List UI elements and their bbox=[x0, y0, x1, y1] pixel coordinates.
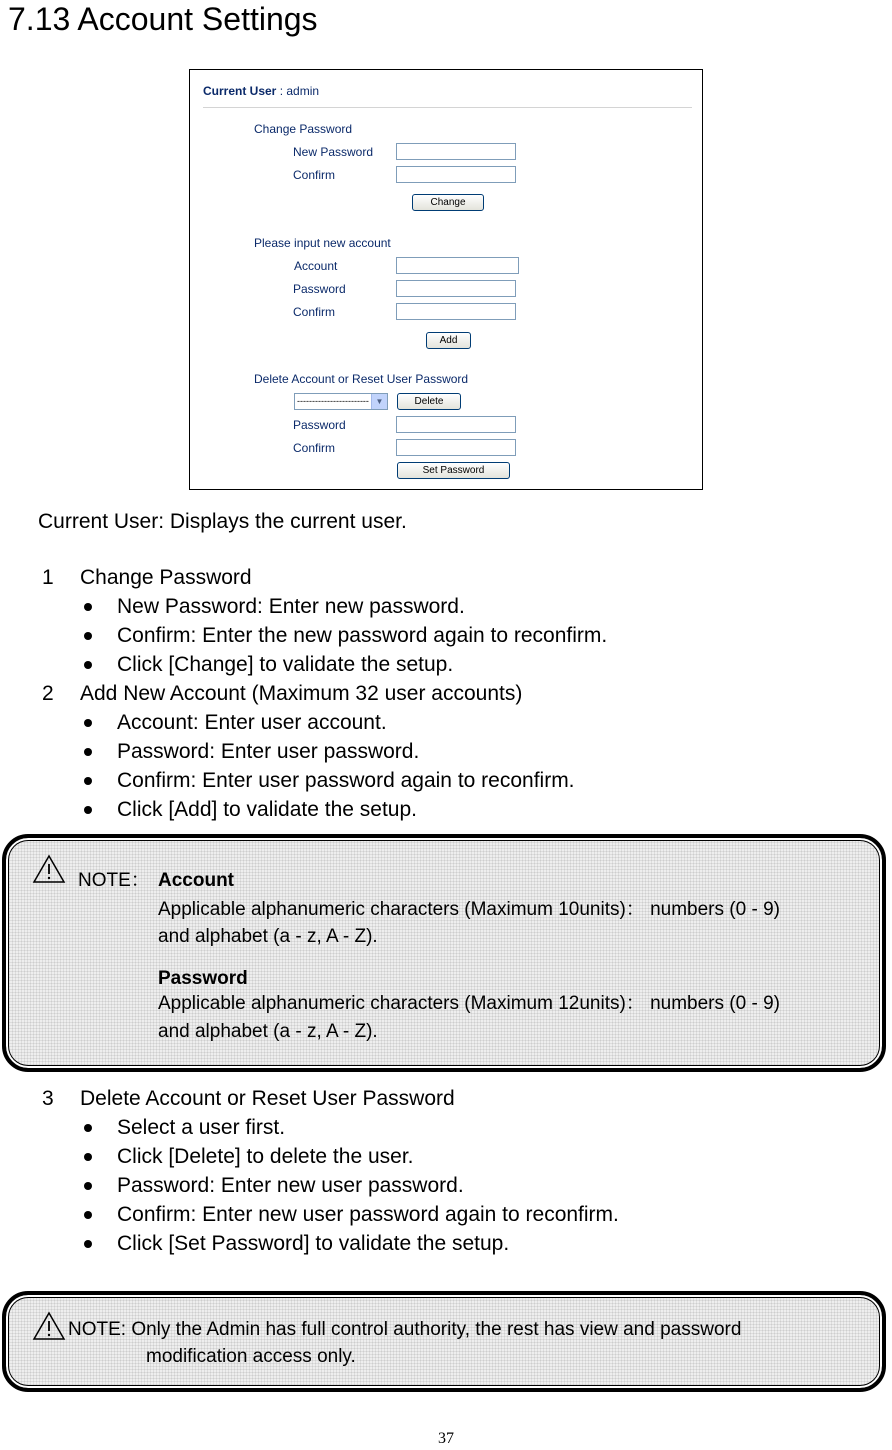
list-item: Confirm: Enter the new password again to reconfirm. bbox=[117, 624, 608, 647]
section-number: 3 bbox=[42, 1087, 54, 1110]
section-number: 1 bbox=[42, 566, 54, 589]
current-user-line bbox=[203, 84, 319, 98]
password-rule-line: Applicable alphanumeric characters (Maximum 12units)： numbers (0 - 9) bbox=[158, 993, 780, 1014]
bullet-icon bbox=[84, 1153, 92, 1161]
account-label: Account bbox=[294, 259, 338, 273]
password-rule-line: and alphabet (a - z, A - Z). bbox=[158, 1021, 378, 1042]
list-item: Select a user first. bbox=[117, 1116, 286, 1139]
password-label: Password bbox=[293, 282, 346, 296]
bullet-icon bbox=[84, 1182, 92, 1190]
bullet-icon bbox=[84, 748, 92, 756]
confirm-label: Confirm bbox=[293, 168, 336, 182]
chevron-down-icon[interactable]: ▼ bbox=[371, 394, 387, 409]
list-item: Confirm: Enter new user password again to reconfirm. bbox=[117, 1203, 619, 1226]
list-item: Click [Add] to validate the setup. bbox=[117, 798, 417, 821]
section-heading: Change Password bbox=[80, 566, 252, 589]
bullet-icon bbox=[84, 1211, 92, 1219]
page-title: 7.13 Account Settings bbox=[8, 1, 318, 37]
list-item: Password: Enter new user password. bbox=[117, 1174, 464, 1197]
confirm-label: Confirm bbox=[293, 305, 336, 319]
confirm-password-input[interactable] bbox=[396, 166, 516, 183]
list-item: Click [Set Password] to validate the setup. bbox=[117, 1232, 510, 1255]
password-rule-heading: Password bbox=[158, 968, 248, 989]
delete-account-heading: Delete Account or Reset User Password bbox=[254, 372, 469, 386]
reset-password-input[interactable] bbox=[396, 416, 516, 433]
bullet-icon bbox=[84, 719, 92, 727]
new-password-label: New Password bbox=[293, 145, 374, 159]
list-item: Click [Change] to validate the setup. bbox=[117, 653, 454, 676]
current-user-value: : admin bbox=[276, 84, 320, 98]
bullet-icon bbox=[84, 777, 92, 785]
account-rule-line: Applicable alphanumeric characters (Maximum 10units)： numbers (0 - 9) bbox=[158, 899, 780, 920]
bullet-icon bbox=[84, 1240, 92, 1248]
new-password-input[interactable] bbox=[396, 143, 516, 160]
bullet-icon bbox=[84, 806, 92, 814]
confirm-label: Confirm bbox=[293, 441, 336, 455]
bullet-icon bbox=[84, 1124, 92, 1132]
bullet-icon bbox=[84, 632, 92, 640]
delete-button[interactable]: Delete bbox=[397, 393, 461, 410]
warning-icon bbox=[32, 1311, 66, 1341]
list-item: Account: Enter user account. bbox=[117, 711, 387, 734]
account-confirm-input[interactable] bbox=[396, 303, 516, 320]
change-button[interactable]: Change bbox=[412, 194, 484, 211]
note-box-admin bbox=[2, 1291, 886, 1392]
bullet-icon bbox=[84, 661, 92, 669]
admin-note-line: modification access only. bbox=[146, 1346, 356, 1367]
set-password-button[interactable]: Set Password bbox=[397, 462, 510, 479]
current-user-label: Current User bbox=[203, 84, 277, 98]
add-button[interactable]: Add bbox=[426, 332, 471, 349]
bullet-icon bbox=[84, 603, 92, 611]
account-rule-heading: Account bbox=[158, 870, 234, 891]
warning-icon bbox=[32, 854, 66, 884]
list-item: Click [Delete] to delete the user. bbox=[117, 1145, 414, 1168]
account-input[interactable] bbox=[396, 257, 519, 274]
account-rule-line: and alphabet (a - z, A - Z). bbox=[158, 926, 378, 947]
new-account-heading: Please input new account bbox=[254, 236, 391, 250]
note-label: NOTE： bbox=[78, 870, 150, 891]
reset-confirm-input[interactable] bbox=[396, 439, 516, 456]
change-password-heading: Change Password bbox=[254, 122, 353, 136]
section-heading: Add New Account (Maximum 32 user accounts) bbox=[80, 682, 523, 705]
admin-note-line: NOTE: Only the Admin has full control authority, the rest has view and password bbox=[68, 1319, 742, 1340]
list-item: Password: Enter user password. bbox=[117, 740, 420, 763]
account-password-input[interactable] bbox=[396, 280, 516, 297]
password-label: Password bbox=[293, 418, 346, 432]
list-item: Confirm: Enter user password again to reconfirm. bbox=[117, 769, 575, 792]
user-select[interactable] bbox=[294, 393, 388, 410]
section-number: 2 bbox=[42, 682, 54, 705]
section-heading: Delete Account or Reset User Password bbox=[80, 1087, 455, 1110]
divider bbox=[203, 107, 692, 108]
current-user-description: Current User: Displays the current user. bbox=[38, 510, 407, 533]
page-number: 37 bbox=[438, 1430, 454, 1447]
note-box-account-rules bbox=[2, 834, 886, 1072]
list-item: New Password: Enter new password. bbox=[117, 595, 465, 618]
account-settings-screenshot bbox=[189, 69, 703, 490]
user-select-value: ------------------------ bbox=[297, 396, 369, 406]
